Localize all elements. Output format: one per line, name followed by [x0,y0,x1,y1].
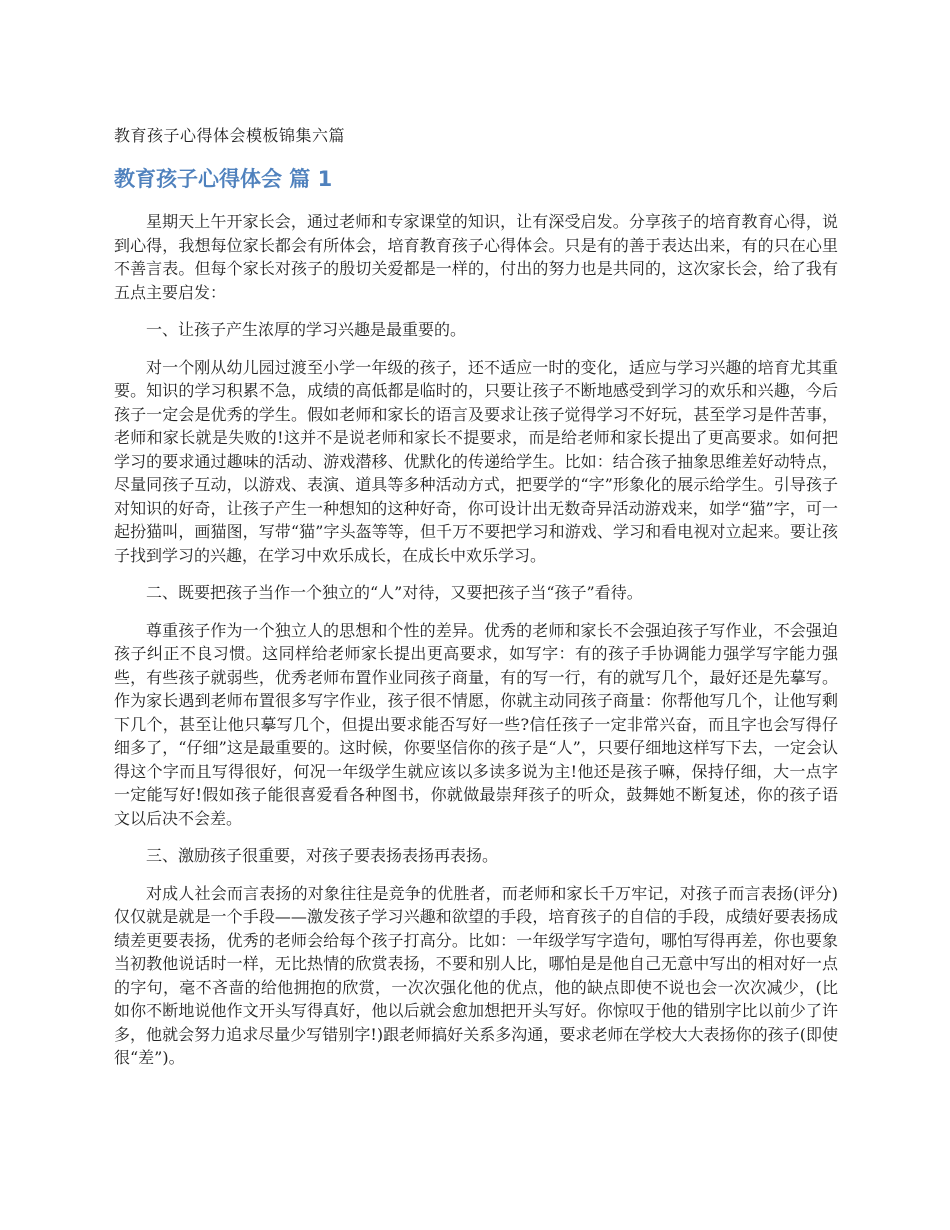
paragraph-point-2: 尊重孩子作为一个独立人的思想和个性的差异。优秀的老师和家长不会强迫孩子写作业，不会强迫孩子纠正不良习惯。这同样给老师家长提出更高要求，如写字：有的孩子手协调能力强学写字能力强些，有些孩子就弱些，优秀老师布置作业同孩子商量，有的写一行，有的就写几个，最好还是先摹写。作为家长遇到老师布置很多写字作业，孩子很不情愿，你就主动同孩子商量：你帮他写几个，让他写剩下几个，甚至让他只摹写几个，但提出要求能否写好一些?信任孩子一定非常兴奋，而且字也会写得仔细多了，“仔细”这是最重要的。这时候，你要坚信你的孩子是“人”，只要仔细地这样写下去，一定会认得这个字而且写得很好，何况一年级学生就应该以多读多说为主!他还是孩子嘛，保持仔细，大一点字一定能写好!假如孩子能很喜爱看各种图书，你就做最崇拜孩子的听众，鼓舞她不断复述，你的孩子语文以后决不会差。 [114,620,838,828]
document-title: 教育孩子心得体会模板锦集六篇 [114,126,346,145]
document-page [114,124,838,1084]
paragraph-intro: 星期天上午开家长会，通过老师和专家课堂的知识，让有深受启发。分享孩子的培育教育心得，说到心得，我想每位家长都会有所体会，培育教育孩子心得体会。只是有的善于表达出来，有的只在心里不善言表。但每个家长对孩子的殷切关爱都是一样的，付出的努力也是共同的，这次家长会，给了我有五点主要启发： [114,212,838,302]
point-heading-1: 一、让孩子产生浓厚的学习兴趣是最重要的。 [146,320,467,339]
paragraph-point-1: 对一个刚从幼儿园过渡至小学一年级的孩子，还不适应一时的变化，适应与学习兴趣的培育尤其重要。知识的学习积累不急，成绩的高低都是临时的，只要让孩子不断地感受到学习的欢乐和兴趣，今后孩子一定会是优秀的学生。假如老师和家长的语言及要求让孩子觉得学习不好玩，甚至学习是件苦事，老师和家长就是失败的!这并不是说老师和家长不提要求，而是给老师和家长提出了更高要求。如何把学习的要求通过趣味的活动、游戏潜移、优默化的传递给学生。比如：结合孩子抽象思维差好动特点，尽量同孩子互动，以游戏、表演、道具等多种活动方式，把要学的“字”形象化的展示给学生。引导孩子对知识的好奇，让孩子产生一种想知的这种好奇，你可设计出无数奇异活动游戏来，如学“猫”字，可一起扮猫叫，画猫图，写带“猫”字头盔等等，但千万不要把学习和游戏、学习和看电视对立起来。要让孩子找到学习的兴趣，在学习中欢乐成长，在成长中欢乐学习。 [114,357,838,565]
section-heading: 教育孩子心得体会 篇 1 [114,167,333,191]
point-heading-2: 二、既要把孩子当作一个独立的“人”对待，又要把孩子当“孩子”看待。 [146,583,643,602]
point-heading-3: 三、激励孩子很重要，对孩子要表扬表扬再表扬。 [146,846,499,865]
paragraph-point-3: 对成人社会而言表扬的对象往往是竞争的优胜者，而老师和家长千万牢记，对孩子而言表扬(评分)仅仅就是就是一个手段——激发孩子学习兴趣和欲望的手段，培育孩子的自信的手段，成绩好要表扬成绩差更要表扬，优秀的老师会给每个孩子打高分。比如：一年级学写字造句，哪怕写得再差，你也要象当初教他说话时一样，无比热情的欣赏表扬，不要和别人比，哪怕是是他自己无意中写出的相对好一点的字句，毫不吝啬的给他拥抱的欣赏，一次次强化他的优点，他的缺点即使不说也会一次次减少，(比如你不断地说他作文开头写得真好，他以后就会愈加想把开头写好。你惊叹于他的错别字比以前少了许多，他就会努力追求尽量少写错别字!)跟老师搞好关系多沟通，要求老师在学校大大表扬你的孩子(即使很“差”)。 [114,883,838,1067]
